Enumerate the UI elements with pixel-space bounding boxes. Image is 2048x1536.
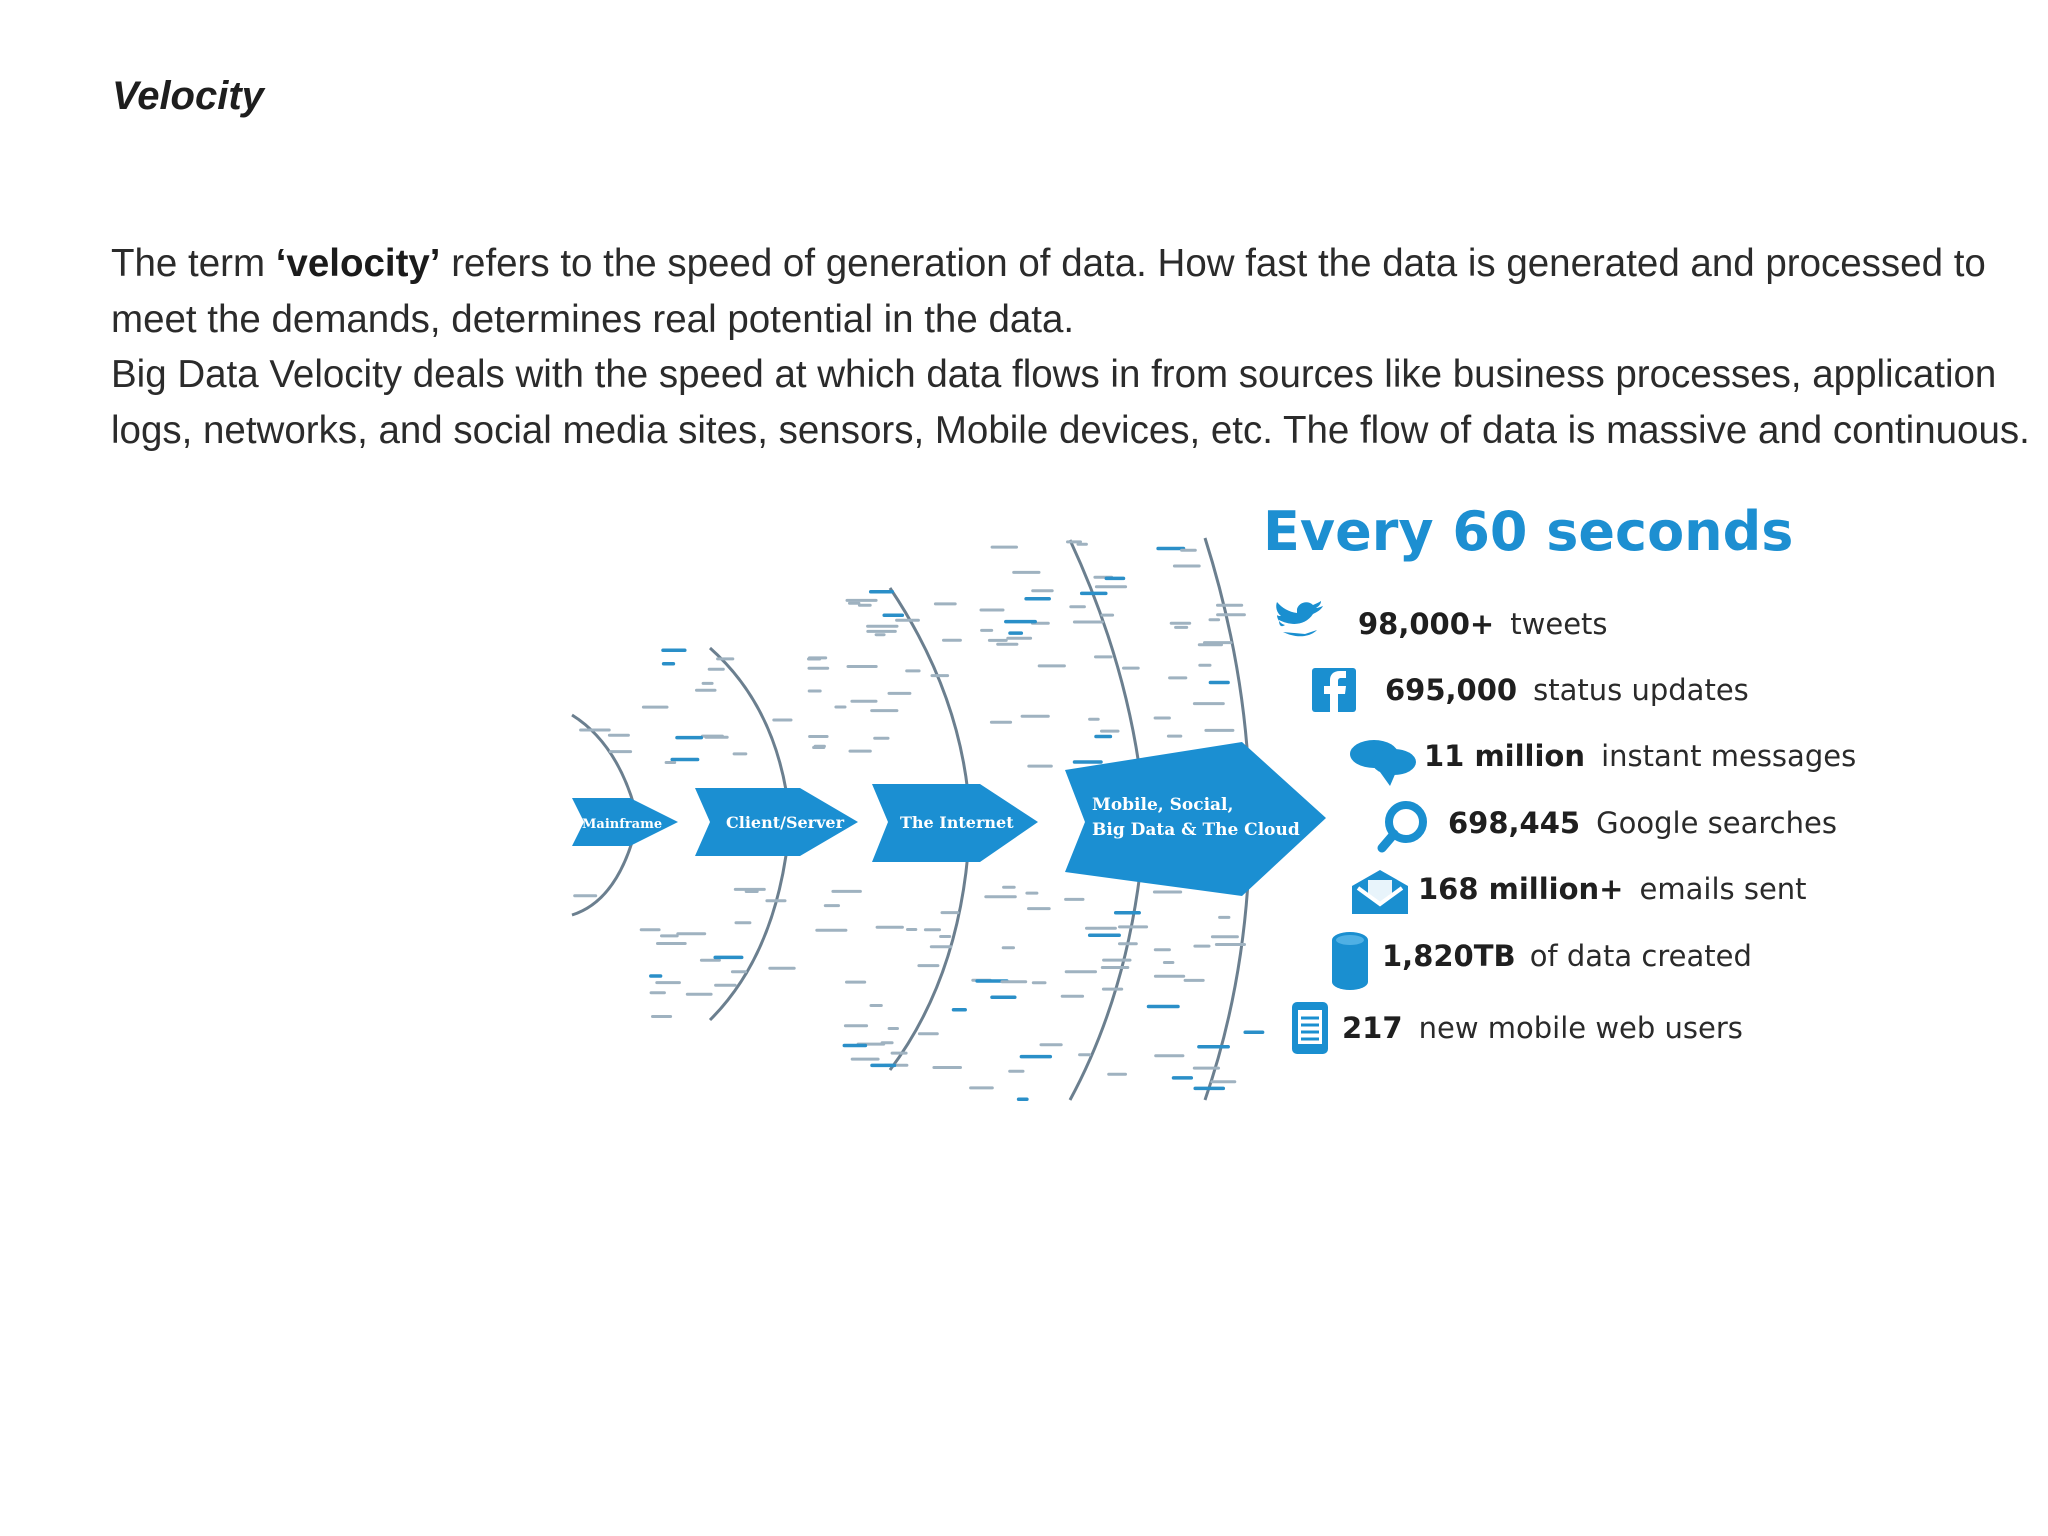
- infographic-graphic: [560, 500, 1857, 1100]
- arrow-label-client-server: Client/Server: [726, 813, 845, 832]
- stat-instant-messages: [1424, 739, 1856, 773]
- stat-emails-sent-text: emails sent: [1639, 872, 1807, 906]
- stat-status-updates-number: 695,000: [1385, 673, 1518, 707]
- stat-data-created-text: of data created: [1529, 939, 1752, 973]
- arrow-label-mainframe: Mainframe: [582, 817, 663, 832]
- paragraph-prefix: The term: [111, 242, 276, 285]
- paragraph-big-data-velocity: Big Data Velocity deals with the speed at which data flows in from sources like business processes, application logs, networks, and social media sites, sensors, Mobile devices, etc. The flow of data is massive and continuous.: [111, 353, 2030, 452]
- stat-mobile-web-users: [1342, 1011, 1743, 1045]
- stat-tweets: [1358, 607, 1608, 641]
- paragraph-velocity-definition: [111, 236, 2031, 347]
- stat-data-created: [1382, 939, 1752, 973]
- section-heading: Velocity: [112, 74, 264, 118]
- arrow-label-mobile-line1: Mobile, Social,: [1092, 795, 1234, 815]
- stat-emails-sent: [1418, 872, 1807, 906]
- envelope-icon: [1352, 870, 1408, 914]
- facebook-icon: [1312, 668, 1356, 712]
- body-text: [111, 236, 2031, 458]
- stat-mobile-web-users-number: 217: [1342, 1011, 1403, 1045]
- stat-google-searches-number: 698,445: [1448, 806, 1581, 840]
- paragraph-suffix: refers to the speed of generation of data. How fast the data is generated and processed to meet the demands, determines real potential in the data.: [111, 242, 1986, 341]
- magnifier-icon: [1382, 805, 1423, 848]
- stat-instant-messages-number: 11 million: [1424, 739, 1586, 773]
- database-cylinder-icon: [1332, 932, 1368, 990]
- stat-emails-sent-number: 168 million+: [1418, 872, 1624, 906]
- mobile-phone-icon: [1292, 1002, 1328, 1054]
- stat-status-updates-text: status updates: [1533, 673, 1749, 707]
- stat-status-updates: [1385, 673, 1749, 707]
- twitter-bird-icon: [1276, 601, 1323, 636]
- stat-mobile-web-users-text: new mobile web users: [1418, 1011, 1743, 1045]
- stats-title: Every 60 seconds: [1263, 500, 1794, 563]
- stat-instant-messages-text: instant messages: [1601, 739, 1857, 773]
- stat-tweets-number: 98,000+: [1358, 607, 1495, 641]
- velocity-term: ‘velocity’: [275, 242, 441, 285]
- stat-data-created-number: 1,820TB: [1382, 939, 1516, 973]
- arrow-label-the-internet: The Internet: [900, 813, 1014, 832]
- stat-tweets-text: tweets: [1510, 607, 1608, 641]
- arrow-mobile-social-cloud: [1065, 742, 1326, 896]
- stat-google-searches-text: Google searches: [1596, 806, 1837, 840]
- chat-bubbles-icon: [1350, 740, 1416, 786]
- stat-google-searches: [1448, 806, 1837, 840]
- arrow-label-mobile-line2: Big Data & The Cloud: [1092, 820, 1300, 840]
- every-60-seconds-infographic: [560, 500, 1857, 1100]
